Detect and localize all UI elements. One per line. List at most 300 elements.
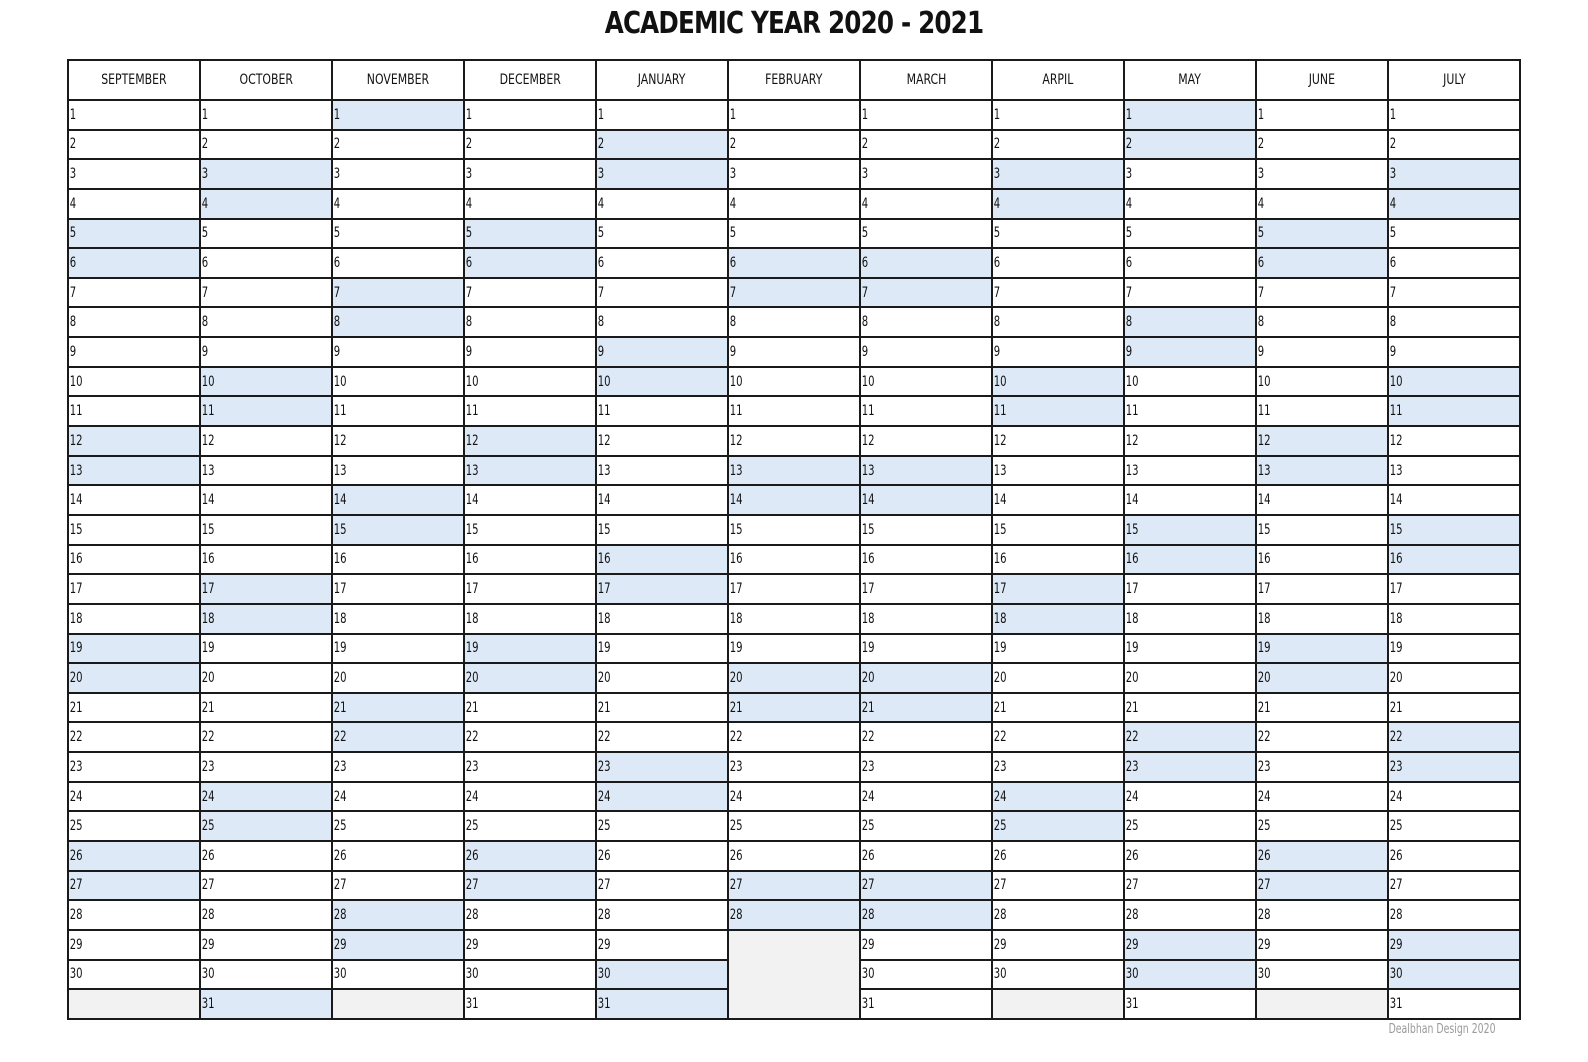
day-cell[interactable] xyxy=(1124,604,1256,634)
day-cell[interactable] xyxy=(68,307,200,337)
day-cell[interactable] xyxy=(1256,663,1388,693)
day-cell[interactable] xyxy=(596,574,728,604)
day-cell[interactable] xyxy=(860,811,992,841)
day-cell[interactable] xyxy=(1388,960,1520,990)
day-cell[interactable] xyxy=(860,960,992,990)
day-cell[interactable] xyxy=(728,159,860,189)
day-cell[interactable] xyxy=(728,130,860,160)
day-cell[interactable] xyxy=(728,722,860,752)
day-cell[interactable] xyxy=(332,307,464,337)
day-cell[interactable] xyxy=(860,722,992,752)
day-cell[interactable] xyxy=(1388,989,1520,1019)
day-cell[interactable] xyxy=(1124,545,1256,575)
day-cell[interactable] xyxy=(992,337,1124,367)
day-cell[interactable] xyxy=(992,693,1124,723)
day-cell[interactable] xyxy=(728,782,860,812)
day-cell[interactable] xyxy=(332,811,464,841)
day-cell[interactable] xyxy=(332,515,464,545)
day-cell[interactable] xyxy=(1388,545,1520,575)
day-cell[interactable] xyxy=(728,337,860,367)
day-cell[interactable] xyxy=(992,100,1124,130)
day-cell[interactable] xyxy=(728,396,860,426)
day-cell[interactable] xyxy=(332,396,464,426)
day-cell[interactable] xyxy=(860,396,992,426)
day-cell[interactable] xyxy=(464,989,596,1019)
day-cell[interactable] xyxy=(200,722,332,752)
day-cell[interactable] xyxy=(728,693,860,723)
day-cell[interactable] xyxy=(596,307,728,337)
day-cell[interactable] xyxy=(200,307,332,337)
day-cell[interactable] xyxy=(860,307,992,337)
day-cell[interactable] xyxy=(1124,426,1256,456)
day-cell[interactable] xyxy=(332,634,464,664)
day-cell[interactable] xyxy=(992,456,1124,486)
day-cell[interactable] xyxy=(992,248,1124,278)
day-cell[interactable] xyxy=(992,634,1124,664)
day-cell[interactable] xyxy=(1124,782,1256,812)
day-cell[interactable] xyxy=(464,782,596,812)
day-cell[interactable] xyxy=(1256,871,1388,901)
day-cell[interactable] xyxy=(728,367,860,397)
day-cell[interactable] xyxy=(1256,545,1388,575)
day-cell[interactable] xyxy=(1388,663,1520,693)
day-cell[interactable] xyxy=(464,930,596,960)
day-cell[interactable] xyxy=(1124,722,1256,752)
day-cell[interactable] xyxy=(68,752,200,782)
day-cell[interactable] xyxy=(200,930,332,960)
day-cell[interactable] xyxy=(332,219,464,249)
day-cell[interactable] xyxy=(68,337,200,367)
day-cell[interactable] xyxy=(596,367,728,397)
day-cell[interactable] xyxy=(1388,752,1520,782)
day-cell[interactable] xyxy=(1388,811,1520,841)
day-cell[interactable] xyxy=(200,130,332,160)
day-cell[interactable] xyxy=(332,663,464,693)
day-cell[interactable] xyxy=(992,219,1124,249)
day-cell[interactable] xyxy=(332,604,464,634)
day-cell[interactable] xyxy=(1256,130,1388,160)
day-cell[interactable] xyxy=(332,900,464,930)
day-cell[interactable] xyxy=(1388,604,1520,634)
day-cell[interactable] xyxy=(860,604,992,634)
day-cell[interactable] xyxy=(464,100,596,130)
day-cell[interactable] xyxy=(1124,337,1256,367)
day-cell[interactable] xyxy=(860,130,992,160)
day-cell[interactable] xyxy=(728,752,860,782)
day-cell[interactable] xyxy=(1256,248,1388,278)
day-cell[interactable] xyxy=(728,604,860,634)
day-cell[interactable] xyxy=(596,456,728,486)
day-cell[interactable] xyxy=(1124,219,1256,249)
day-cell[interactable] xyxy=(1124,960,1256,990)
day-cell[interactable] xyxy=(332,189,464,219)
day-cell[interactable] xyxy=(1388,248,1520,278)
day-cell[interactable] xyxy=(332,337,464,367)
day-cell[interactable] xyxy=(860,100,992,130)
day-cell[interactable] xyxy=(68,159,200,189)
day-cell[interactable] xyxy=(1124,396,1256,426)
day-cell[interactable] xyxy=(464,604,596,634)
day-cell[interactable] xyxy=(992,663,1124,693)
day-cell[interactable] xyxy=(200,189,332,219)
day-cell[interactable] xyxy=(1388,693,1520,723)
day-cell[interactable] xyxy=(596,930,728,960)
day-cell[interactable] xyxy=(596,841,728,871)
day-cell[interactable] xyxy=(596,811,728,841)
day-cell[interactable] xyxy=(332,960,464,990)
day-cell[interactable] xyxy=(464,960,596,990)
day-cell[interactable] xyxy=(1388,189,1520,219)
day-cell[interactable] xyxy=(992,574,1124,604)
day-cell[interactable] xyxy=(728,663,860,693)
day-cell[interactable] xyxy=(992,900,1124,930)
day-cell[interactable] xyxy=(860,989,992,1019)
day-cell[interactable] xyxy=(464,811,596,841)
day-cell[interactable] xyxy=(68,219,200,249)
day-cell[interactable] xyxy=(728,871,860,901)
day-cell[interactable] xyxy=(1256,367,1388,397)
day-cell[interactable] xyxy=(860,248,992,278)
day-cell[interactable] xyxy=(200,159,332,189)
day-cell[interactable] xyxy=(992,367,1124,397)
day-cell[interactable] xyxy=(464,841,596,871)
day-cell[interactable] xyxy=(1256,159,1388,189)
day-cell[interactable] xyxy=(332,841,464,871)
day-cell[interactable] xyxy=(1388,426,1520,456)
day-cell[interactable] xyxy=(1256,693,1388,723)
day-cell[interactable] xyxy=(68,278,200,308)
day-cell[interactable] xyxy=(1256,219,1388,249)
day-cell[interactable] xyxy=(332,456,464,486)
day-cell[interactable] xyxy=(1124,693,1256,723)
day-cell[interactable] xyxy=(464,900,596,930)
day-cell[interactable] xyxy=(200,871,332,901)
day-cell[interactable] xyxy=(860,515,992,545)
day-cell[interactable] xyxy=(596,693,728,723)
day-cell[interactable] xyxy=(596,722,728,752)
day-cell[interactable] xyxy=(332,248,464,278)
day-cell[interactable] xyxy=(860,337,992,367)
day-cell[interactable] xyxy=(596,752,728,782)
day-cell[interactable] xyxy=(1256,515,1388,545)
day-cell[interactable] xyxy=(728,485,860,515)
day-cell[interactable] xyxy=(1388,722,1520,752)
day-cell[interactable] xyxy=(596,426,728,456)
day-cell[interactable] xyxy=(68,722,200,752)
day-cell[interactable] xyxy=(860,634,992,664)
day-cell[interactable] xyxy=(1256,307,1388,337)
day-cell[interactable] xyxy=(1388,159,1520,189)
day-cell[interactable] xyxy=(860,545,992,575)
day-cell[interactable] xyxy=(992,871,1124,901)
day-cell[interactable] xyxy=(1124,634,1256,664)
day-cell[interactable] xyxy=(332,100,464,130)
day-cell[interactable] xyxy=(992,930,1124,960)
day-cell[interactable] xyxy=(1124,248,1256,278)
day-cell[interactable] xyxy=(992,752,1124,782)
day-cell[interactable] xyxy=(464,574,596,604)
day-cell[interactable] xyxy=(596,248,728,278)
day-cell[interactable] xyxy=(860,841,992,871)
day-cell[interactable] xyxy=(992,485,1124,515)
day-cell[interactable] xyxy=(1124,663,1256,693)
day-cell[interactable] xyxy=(1256,485,1388,515)
day-cell[interactable] xyxy=(68,871,200,901)
day-cell[interactable] xyxy=(68,396,200,426)
day-cell[interactable] xyxy=(1388,515,1520,545)
day-cell[interactable] xyxy=(728,574,860,604)
day-cell[interactable] xyxy=(596,545,728,575)
day-cell[interactable] xyxy=(596,871,728,901)
day-cell[interactable] xyxy=(464,248,596,278)
day-cell[interactable] xyxy=(596,189,728,219)
day-cell[interactable] xyxy=(464,634,596,664)
day-cell[interactable] xyxy=(596,100,728,130)
day-cell[interactable] xyxy=(860,426,992,456)
day-cell[interactable] xyxy=(1256,574,1388,604)
day-cell[interactable] xyxy=(1388,841,1520,871)
day-cell[interactable] xyxy=(464,871,596,901)
day-cell[interactable] xyxy=(1124,307,1256,337)
day-cell[interactable] xyxy=(200,396,332,426)
day-cell[interactable] xyxy=(200,219,332,249)
day-cell[interactable] xyxy=(1124,871,1256,901)
day-cell[interactable] xyxy=(464,396,596,426)
day-cell[interactable] xyxy=(200,811,332,841)
day-cell[interactable] xyxy=(728,456,860,486)
day-cell[interactable] xyxy=(992,545,1124,575)
day-cell[interactable] xyxy=(200,663,332,693)
day-cell[interactable] xyxy=(332,159,464,189)
day-cell[interactable] xyxy=(596,485,728,515)
day-cell[interactable] xyxy=(200,574,332,604)
day-cell[interactable] xyxy=(68,960,200,990)
day-cell[interactable] xyxy=(860,663,992,693)
day-cell[interactable] xyxy=(1388,396,1520,426)
day-cell[interactable] xyxy=(332,574,464,604)
day-cell[interactable] xyxy=(68,900,200,930)
day-cell[interactable] xyxy=(1256,189,1388,219)
day-cell[interactable] xyxy=(596,219,728,249)
day-cell[interactable] xyxy=(860,189,992,219)
day-cell[interactable] xyxy=(1256,100,1388,130)
day-cell[interactable] xyxy=(464,159,596,189)
day-cell[interactable] xyxy=(68,634,200,664)
day-cell[interactable] xyxy=(68,841,200,871)
day-cell[interactable] xyxy=(596,900,728,930)
day-cell[interactable] xyxy=(728,900,860,930)
day-cell[interactable] xyxy=(596,663,728,693)
day-cell[interactable] xyxy=(860,278,992,308)
day-cell[interactable] xyxy=(332,930,464,960)
day-cell[interactable] xyxy=(464,693,596,723)
day-cell[interactable] xyxy=(596,130,728,160)
day-cell[interactable] xyxy=(332,545,464,575)
day-cell[interactable] xyxy=(200,693,332,723)
day-cell[interactable] xyxy=(596,782,728,812)
day-cell[interactable] xyxy=(200,782,332,812)
day-cell[interactable] xyxy=(68,811,200,841)
day-cell[interactable] xyxy=(1256,930,1388,960)
day-cell[interactable] xyxy=(332,367,464,397)
day-cell[interactable] xyxy=(992,960,1124,990)
day-cell[interactable] xyxy=(1124,485,1256,515)
day-cell[interactable] xyxy=(464,456,596,486)
day-cell[interactable] xyxy=(464,219,596,249)
day-cell[interactable] xyxy=(728,307,860,337)
day-cell[interactable] xyxy=(1124,841,1256,871)
day-cell[interactable] xyxy=(68,663,200,693)
day-cell[interactable] xyxy=(464,130,596,160)
day-cell[interactable] xyxy=(1256,811,1388,841)
day-cell[interactable] xyxy=(200,100,332,130)
day-cell[interactable] xyxy=(728,426,860,456)
day-cell[interactable] xyxy=(464,278,596,308)
day-cell[interactable] xyxy=(1388,337,1520,367)
day-cell[interactable] xyxy=(728,278,860,308)
day-cell[interactable] xyxy=(1256,634,1388,664)
day-cell[interactable] xyxy=(992,159,1124,189)
day-cell[interactable] xyxy=(860,871,992,901)
day-cell[interactable] xyxy=(1124,515,1256,545)
day-cell[interactable] xyxy=(1388,130,1520,160)
day-cell[interactable] xyxy=(1388,900,1520,930)
day-cell[interactable] xyxy=(728,811,860,841)
day-cell[interactable] xyxy=(68,189,200,219)
day-cell[interactable] xyxy=(860,752,992,782)
day-cell[interactable] xyxy=(992,278,1124,308)
day-cell[interactable] xyxy=(332,752,464,782)
day-cell[interactable] xyxy=(596,634,728,664)
day-cell[interactable] xyxy=(332,278,464,308)
day-cell[interactable] xyxy=(68,130,200,160)
day-cell[interactable] xyxy=(332,426,464,456)
day-cell[interactable] xyxy=(1388,574,1520,604)
day-cell[interactable] xyxy=(1256,841,1388,871)
day-cell[interactable] xyxy=(68,367,200,397)
day-cell[interactable] xyxy=(200,278,332,308)
day-cell[interactable] xyxy=(464,722,596,752)
day-cell[interactable] xyxy=(68,515,200,545)
day-cell[interactable] xyxy=(992,604,1124,634)
day-cell[interactable] xyxy=(1256,960,1388,990)
day-cell[interactable] xyxy=(1388,219,1520,249)
day-cell[interactable] xyxy=(464,189,596,219)
day-cell[interactable] xyxy=(992,307,1124,337)
day-cell[interactable] xyxy=(860,782,992,812)
day-cell[interactable] xyxy=(728,841,860,871)
day-cell[interactable] xyxy=(860,456,992,486)
day-cell[interactable] xyxy=(860,693,992,723)
day-cell[interactable] xyxy=(200,634,332,664)
day-cell[interactable] xyxy=(728,219,860,249)
day-cell[interactable] xyxy=(992,426,1124,456)
day-cell[interactable] xyxy=(464,485,596,515)
day-cell[interactable] xyxy=(464,367,596,397)
day-cell[interactable] xyxy=(200,900,332,930)
day-cell[interactable] xyxy=(332,782,464,812)
day-cell[interactable] xyxy=(992,515,1124,545)
day-cell[interactable] xyxy=(68,485,200,515)
day-cell[interactable] xyxy=(992,189,1124,219)
day-cell[interactable] xyxy=(1388,930,1520,960)
day-cell[interactable] xyxy=(1256,396,1388,426)
day-cell[interactable] xyxy=(596,337,728,367)
day-cell[interactable] xyxy=(596,989,728,1019)
day-cell[interactable] xyxy=(860,219,992,249)
day-cell[interactable] xyxy=(1124,159,1256,189)
day-cell[interactable] xyxy=(1388,100,1520,130)
day-cell[interactable] xyxy=(1124,456,1256,486)
day-cell[interactable] xyxy=(68,930,200,960)
day-cell[interactable] xyxy=(596,159,728,189)
day-cell[interactable] xyxy=(464,515,596,545)
day-cell[interactable] xyxy=(596,278,728,308)
day-cell[interactable] xyxy=(464,752,596,782)
day-cell[interactable] xyxy=(860,485,992,515)
day-cell[interactable] xyxy=(1256,456,1388,486)
day-cell[interactable] xyxy=(332,871,464,901)
day-cell[interactable] xyxy=(68,456,200,486)
day-cell[interactable] xyxy=(200,604,332,634)
day-cell[interactable] xyxy=(200,960,332,990)
day-cell[interactable] xyxy=(728,248,860,278)
day-cell[interactable] xyxy=(68,426,200,456)
day-cell[interactable] xyxy=(464,337,596,367)
day-cell[interactable] xyxy=(992,130,1124,160)
day-cell[interactable] xyxy=(860,574,992,604)
day-cell[interactable] xyxy=(1256,337,1388,367)
day-cell[interactable] xyxy=(1124,100,1256,130)
day-cell[interactable] xyxy=(68,693,200,723)
day-cell[interactable] xyxy=(200,752,332,782)
day-cell[interactable] xyxy=(464,426,596,456)
day-cell[interactable] xyxy=(464,307,596,337)
day-cell[interactable] xyxy=(68,248,200,278)
day-cell[interactable] xyxy=(1256,752,1388,782)
day-cell[interactable] xyxy=(464,545,596,575)
day-cell[interactable] xyxy=(200,841,332,871)
day-cell[interactable] xyxy=(728,515,860,545)
day-cell[interactable] xyxy=(200,485,332,515)
day-cell[interactable] xyxy=(1256,722,1388,752)
day-cell[interactable] xyxy=(1388,871,1520,901)
day-cell[interactable] xyxy=(1256,900,1388,930)
day-cell[interactable] xyxy=(200,337,332,367)
day-cell[interactable] xyxy=(1388,634,1520,664)
day-cell[interactable] xyxy=(68,100,200,130)
day-cell[interactable] xyxy=(464,663,596,693)
day-cell[interactable] xyxy=(596,604,728,634)
day-cell[interactable] xyxy=(1388,456,1520,486)
day-cell[interactable] xyxy=(992,782,1124,812)
day-cell[interactable] xyxy=(1256,782,1388,812)
day-cell[interactable] xyxy=(68,545,200,575)
day-cell[interactable] xyxy=(1388,367,1520,397)
day-cell[interactable] xyxy=(200,367,332,397)
day-cell[interactable] xyxy=(1124,989,1256,1019)
day-cell[interactable] xyxy=(860,159,992,189)
day-cell[interactable] xyxy=(1124,130,1256,160)
day-cell[interactable] xyxy=(68,604,200,634)
day-cell[interactable] xyxy=(860,930,992,960)
day-cell[interactable] xyxy=(332,130,464,160)
day-cell[interactable] xyxy=(1124,811,1256,841)
day-cell[interactable] xyxy=(596,396,728,426)
day-cell[interactable] xyxy=(68,782,200,812)
day-cell[interactable] xyxy=(596,515,728,545)
day-cell[interactable] xyxy=(1256,604,1388,634)
